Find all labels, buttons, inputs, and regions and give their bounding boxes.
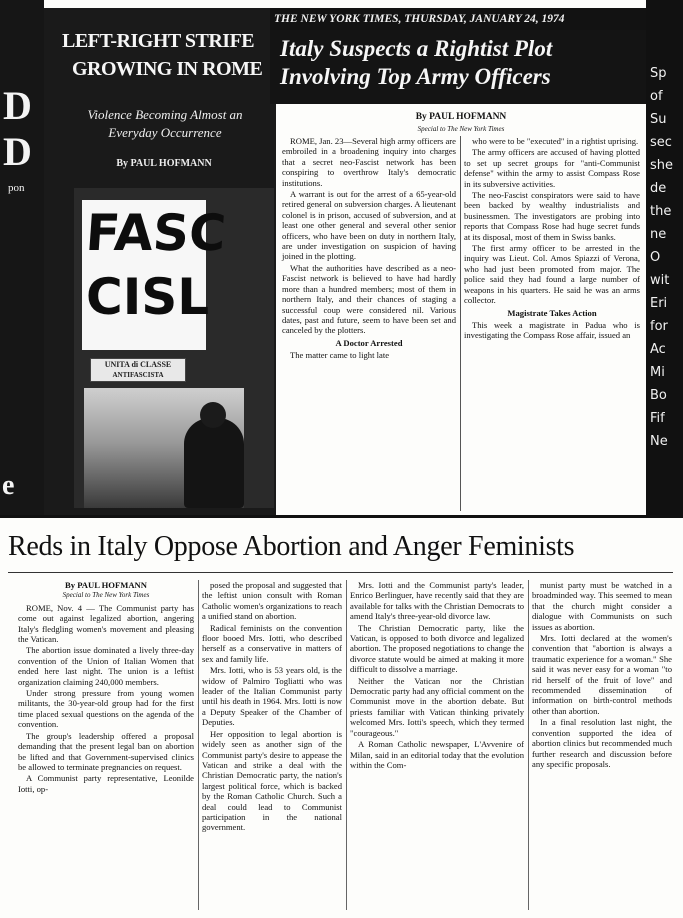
strip-word: de [650,181,667,196]
bottom-byline: By PAUL HOFMANN [65,580,147,590]
strip-word: of [650,89,663,104]
strip-word: she [650,158,674,173]
paragraph: Under strong pressure from young women militants, the 30-year-old group had for the first time placed sexual questions on the agenda of the convention. [18,688,194,730]
bottom-column-2 [202,580,342,918]
paragraph: Mrs. Iotti and the Communist party's leader, Enrico Berlinguer, have recently said that they are available for talks with the Christian Democrats to amend Italy's three-year-old divorce law. [350,580,524,622]
left-edge-bottom-glyph: e [2,470,15,501]
top-byline: By PAUL HOFMANN [415,112,507,122]
top-headline-2: Involving Top Army Officers [280,64,551,89]
strip-word: O [650,250,661,265]
top-article [276,8,646,515]
photo-banner [90,358,186,382]
paragraph: ROME, Jan. 23—Several high army officers are embroiled in a broadening inquiry into charges that a secret neo-Fascist network has been conspiring to overthrow Italy's democratic institutions. [282,136,456,188]
paragraph: Radical feminists on the convention floor booed Mrs. Iotti, who described herself as a conservative in matters of sex and family life. [202,622,342,664]
strip-word: Mi [650,365,665,380]
masthead [270,8,650,30]
strip-word: ne [650,227,667,242]
paragraph: posed the proposal and suggested that the leftist union consult with Roman Catholic women's organizations to reach a unified stand on abortion. [202,580,342,622]
left-clipping [44,8,276,515]
left-clipping-photo [74,188,274,508]
photo-figure [184,418,244,508]
paragraph: The neo-Fascist conspirators were said to have been backed by wealthy industrialists and businessmen. The investigators are probing into reports that Compass Rose had huge secret funds at its disposal, most of them in Swiss banks. [464,190,640,242]
strip-word: Ne [650,434,668,449]
paragraph: Her opposition to legal abortion is widely seen as another sign of the Communist party's desire to appease the Vatican and strike a deal with the Christian Democratic party, the nation's largest political force, which is backed by the Roman Catholic Church. Such a deal could lead to Communist participation in the national government. [202,728,342,833]
right-strip [646,0,683,515]
paragraph: The abortion issue dominated a lively three-day convention of the Union of Italian Women that ended here last night. The union is a leftist organization claiming 240,000 members. [18,645,194,687]
strip-word: the [650,204,672,219]
paragraph: Mrs. Iotti, who is 53 years old, is the widow of Palmiro Togliatti who was leader of the Italian Communist party until his death in 1964. Mrs. Iotti is now a Deputy Speaker of the Chamber of Deputies. [202,665,342,728]
paragraph: Mrs. Iotti declared at the women's convention that "abortion is always a traumatic experience for a woman." She said it was never easy for a woman "to rid herself of the fruit of love" and recommended dissemination of information on birth-control methods other than abortion. [532,633,672,716]
paragraph: The group's leadership offered a proposal demanding that the present legal ban on abortion be lifted and that Government-supervised clinics be allowed to terminate pregnancies on request. [18,730,194,772]
top-column-rule [460,136,461,511]
photo-sign-line-2: CISL [86,268,210,326]
paragraph: This week a magistrate in Padua who is investigating the Compass Rose affair, issued an [464,319,640,341]
paragraph: munist party must be watched in a broadminded way. This seemed to mean that the church might consider a dialogue with Communists on such issues as abortion. [532,580,672,632]
strip-word: Sp [650,66,667,81]
bottom-column-1 [18,580,194,918]
paragraph: The first army officer to be arrested in the inquiry was Lieut. Col. Amos Spiazzi of Verona, who had just been promoted from major. The police said they had found a large number of weapons in his quarters. He said he was an arms collector. [464,243,640,306]
bottom-headline: Reds in Italy Oppose Abortion and Anger Feminists [8,531,575,562]
paragraph: ROME, Nov. 4 — The Communist party has come out against legalized abortion, angering Italy's fledgling women's movement and pleasing the Vatican. [18,602,194,645]
paragraph: The army officers are accused of having plotted to set up secret groups for "anti-Communist defense" within the army to assist Compass Rose in its subversive activities. [464,147,640,189]
top-special: Special to The New York Times [417,125,505,133]
top-headline-box [270,30,650,104]
paragraph: What the authorities have described as a neo-Fascist network is believed to have had hardly more than a hundred members; most of them in northern Italy, and their chances of staging a successful coup were considered nil. Various dates, past and future, seem to have been set and canceled by the plotters. [282,262,456,336]
photo-banner-text-1: UNITA di CLASSE [104,360,172,369]
left-clipping-headline-2: GROWING IN ROME [72,58,263,80]
bottom-special: Special to The New York Times [62,591,150,600]
strip-word: Fif [650,411,665,426]
left-edge-strip [0,0,44,515]
left-clipping-byline: By PAUL HOFMANN [116,158,212,169]
photo-figure-head [200,402,226,428]
left-edge-snippet: pon [8,182,25,194]
left-edge-glyph-middle: D [3,129,32,174]
bottom-headline-rule [8,572,673,573]
masthead-text: THE NEW YORK TIMES, THURSDAY, JANUARY 24, 1974 [274,13,565,25]
strip-word: Su [650,112,667,127]
top-column-1-subhead: A Doctor Arrested [335,337,403,348]
paragraph: Neither the Vatican nor the Christian Democratic party had any official comment on the Communist move in the abortion debate. But priests familiar with Vatican thinking privately welcomed Mrs. Iotti's speech, which they termed "courageous." [350,675,524,738]
photo-banner-text-2: ANTIFASCISTA [112,371,164,379]
strip-word: sec [650,135,672,150]
strip-word: Bo [650,388,667,403]
paragraph: In a final resolution last night, the convention supported the idea of abortion clinics but recommended much further research and discussion before any specific proposals. [532,717,672,769]
paragraph: A warrant is out for the arrest of a 65-year-old retired general on subversion charges. A lieutenant colonel is in prison, accused of subversion, and at least one other general and several other senior officers, who have been on duty in northern Italy, are under investigation on suspicion of having joined in the plotting. [282,189,456,262]
strip-word: wit [650,273,670,288]
photo-sign [82,200,228,350]
left-clipping-subhead: Violence Becoming Almost an Everyday Occurrence [87,107,243,140]
bottom-column-4 [532,580,672,918]
paragraph: A Communist party representative, Leonilde Iotti, op- [18,773,194,794]
bottom-column-3 [350,580,524,918]
strip-word: Eri [650,296,668,311]
paragraph: The matter came to light late [290,350,390,361]
bottom-column-rule-1 [198,580,199,910]
top-column-2 [464,136,640,515]
photo-sign-line-1: FASC [83,204,228,262]
left-edge-glyph-top: D [3,83,32,128]
strip-word: Ac [650,342,666,357]
paragraph: A Roman Catholic newspaper, L'Avvenire of Milan, said in an editorial today that the evolution within the Com- [350,739,524,770]
left-clipping-headline-1: LEFT-RIGHT STRIFE [62,30,255,52]
bottom-column-rule-2 [346,580,347,910]
paragraph: The Christian Democratic party, like the Vatican, is opposed to both divorce and legalized abortion. The proposed negotiations to change the divorce statute would be aimed at making it more difficult to dissolve a marriage. [350,622,524,675]
top-column-2-subhead: Magistrate Takes Action [507,307,597,318]
right-strip-text [650,62,683,453]
top-column-1 [282,136,456,515]
bottom-article [0,515,683,918]
paragraph: who were to be "executed" in a rightist uprising. [472,136,639,146]
bottom-column-rule-3 [528,580,529,910]
strip-word: for [650,319,668,334]
top-headline-1: Italy Suspects a Rightist Plot [280,36,553,61]
